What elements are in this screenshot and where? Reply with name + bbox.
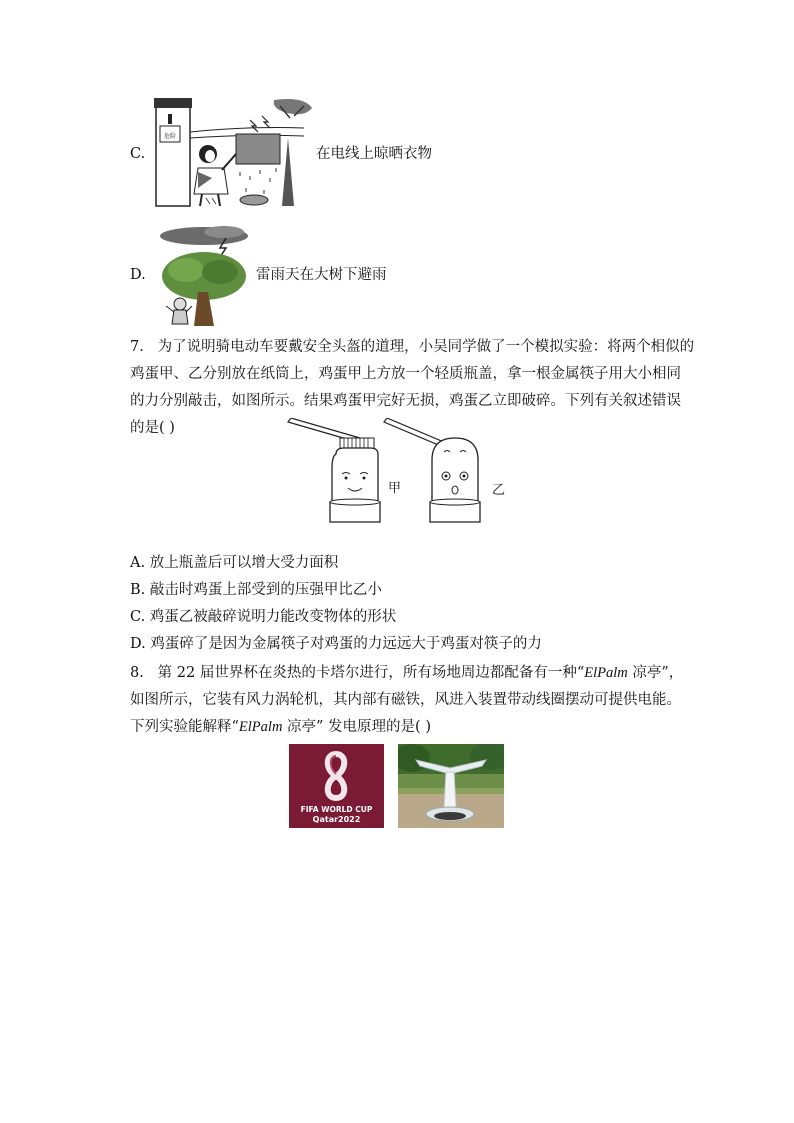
fifa-world-cup-logo bbox=[289, 744, 384, 828]
logo-line1: FIFA WORLD CUP bbox=[300, 805, 373, 814]
q7-option-b: B. 敲击时鸡蛋上部受到的压强甲比乙小 bbox=[130, 582, 382, 598]
q8-text-part2: 凉亭”，如图所示，它装有风力涡轮机，其内部有磁铁，风进入装置带动线圈摆动可提供电能。下列实验能解释“ bbox=[130, 665, 684, 735]
option-c-text: 在电线上晾晒衣物 bbox=[316, 146, 432, 162]
option-d-illustration bbox=[154, 226, 254, 328]
q8-text-part1: 第 22 届世界杯在炎热的卡塔尔进行，所有场地周边都配备有一种“ bbox=[157, 665, 585, 681]
q7-stem-text: 为了说明骑电动车要戴安全头盔的道理，小吴同学做了一个模拟实验：将两个相似的鸡蛋甲、乙分别放在纸筒上，鸡蛋甲上方放一个轻质瓶盖，拿一根金属筷子用大小相同的力分别敲击，如图所示。结果鸡蛋甲完好无损，鸡蛋乙立即破碎。下列有关叙述错误的是( ) bbox=[130, 339, 695, 436]
egg-yi bbox=[430, 438, 480, 522]
q7-option-d: D. 鸡蛋碎了是因为金属筷子对鸡蛋的力远远大于鸡蛋对筷子的力 bbox=[130, 636, 542, 652]
q8-elpalm-1: ElPalm bbox=[584, 665, 628, 681]
q7-egg-diagram bbox=[284, 418, 524, 528]
q8-text-part3: 凉亭” 发电原理的是( ) bbox=[282, 719, 431, 735]
q8-stem bbox=[130, 660, 695, 741]
option-c-letter: C. bbox=[130, 146, 146, 162]
q7-option-c: C. 鸡蛋乙被敲碎说明力能改变物体的形状 bbox=[130, 609, 397, 625]
q8-number: 8. bbox=[130, 665, 144, 681]
danger-sign: 危险 bbox=[163, 133, 177, 140]
egg-jia bbox=[330, 438, 380, 522]
label-yi: 乙 bbox=[492, 483, 506, 498]
label-jia: 甲 bbox=[388, 481, 402, 496]
elpalm-pavilion-photo bbox=[398, 744, 504, 828]
option-d-text: 雷雨天在大树下避雨 bbox=[256, 267, 387, 283]
q7-option-a: A. 放上瓶盖后可以增大受力面积 bbox=[130, 555, 339, 571]
q8-elpalm-2: ElPalm bbox=[238, 719, 283, 735]
logo-line2: Qatar2022 bbox=[312, 815, 361, 824]
option-d-letter: D. bbox=[130, 267, 146, 283]
q7-number: 7. bbox=[130, 339, 144, 355]
option-c-illustration bbox=[154, 98, 314, 208]
